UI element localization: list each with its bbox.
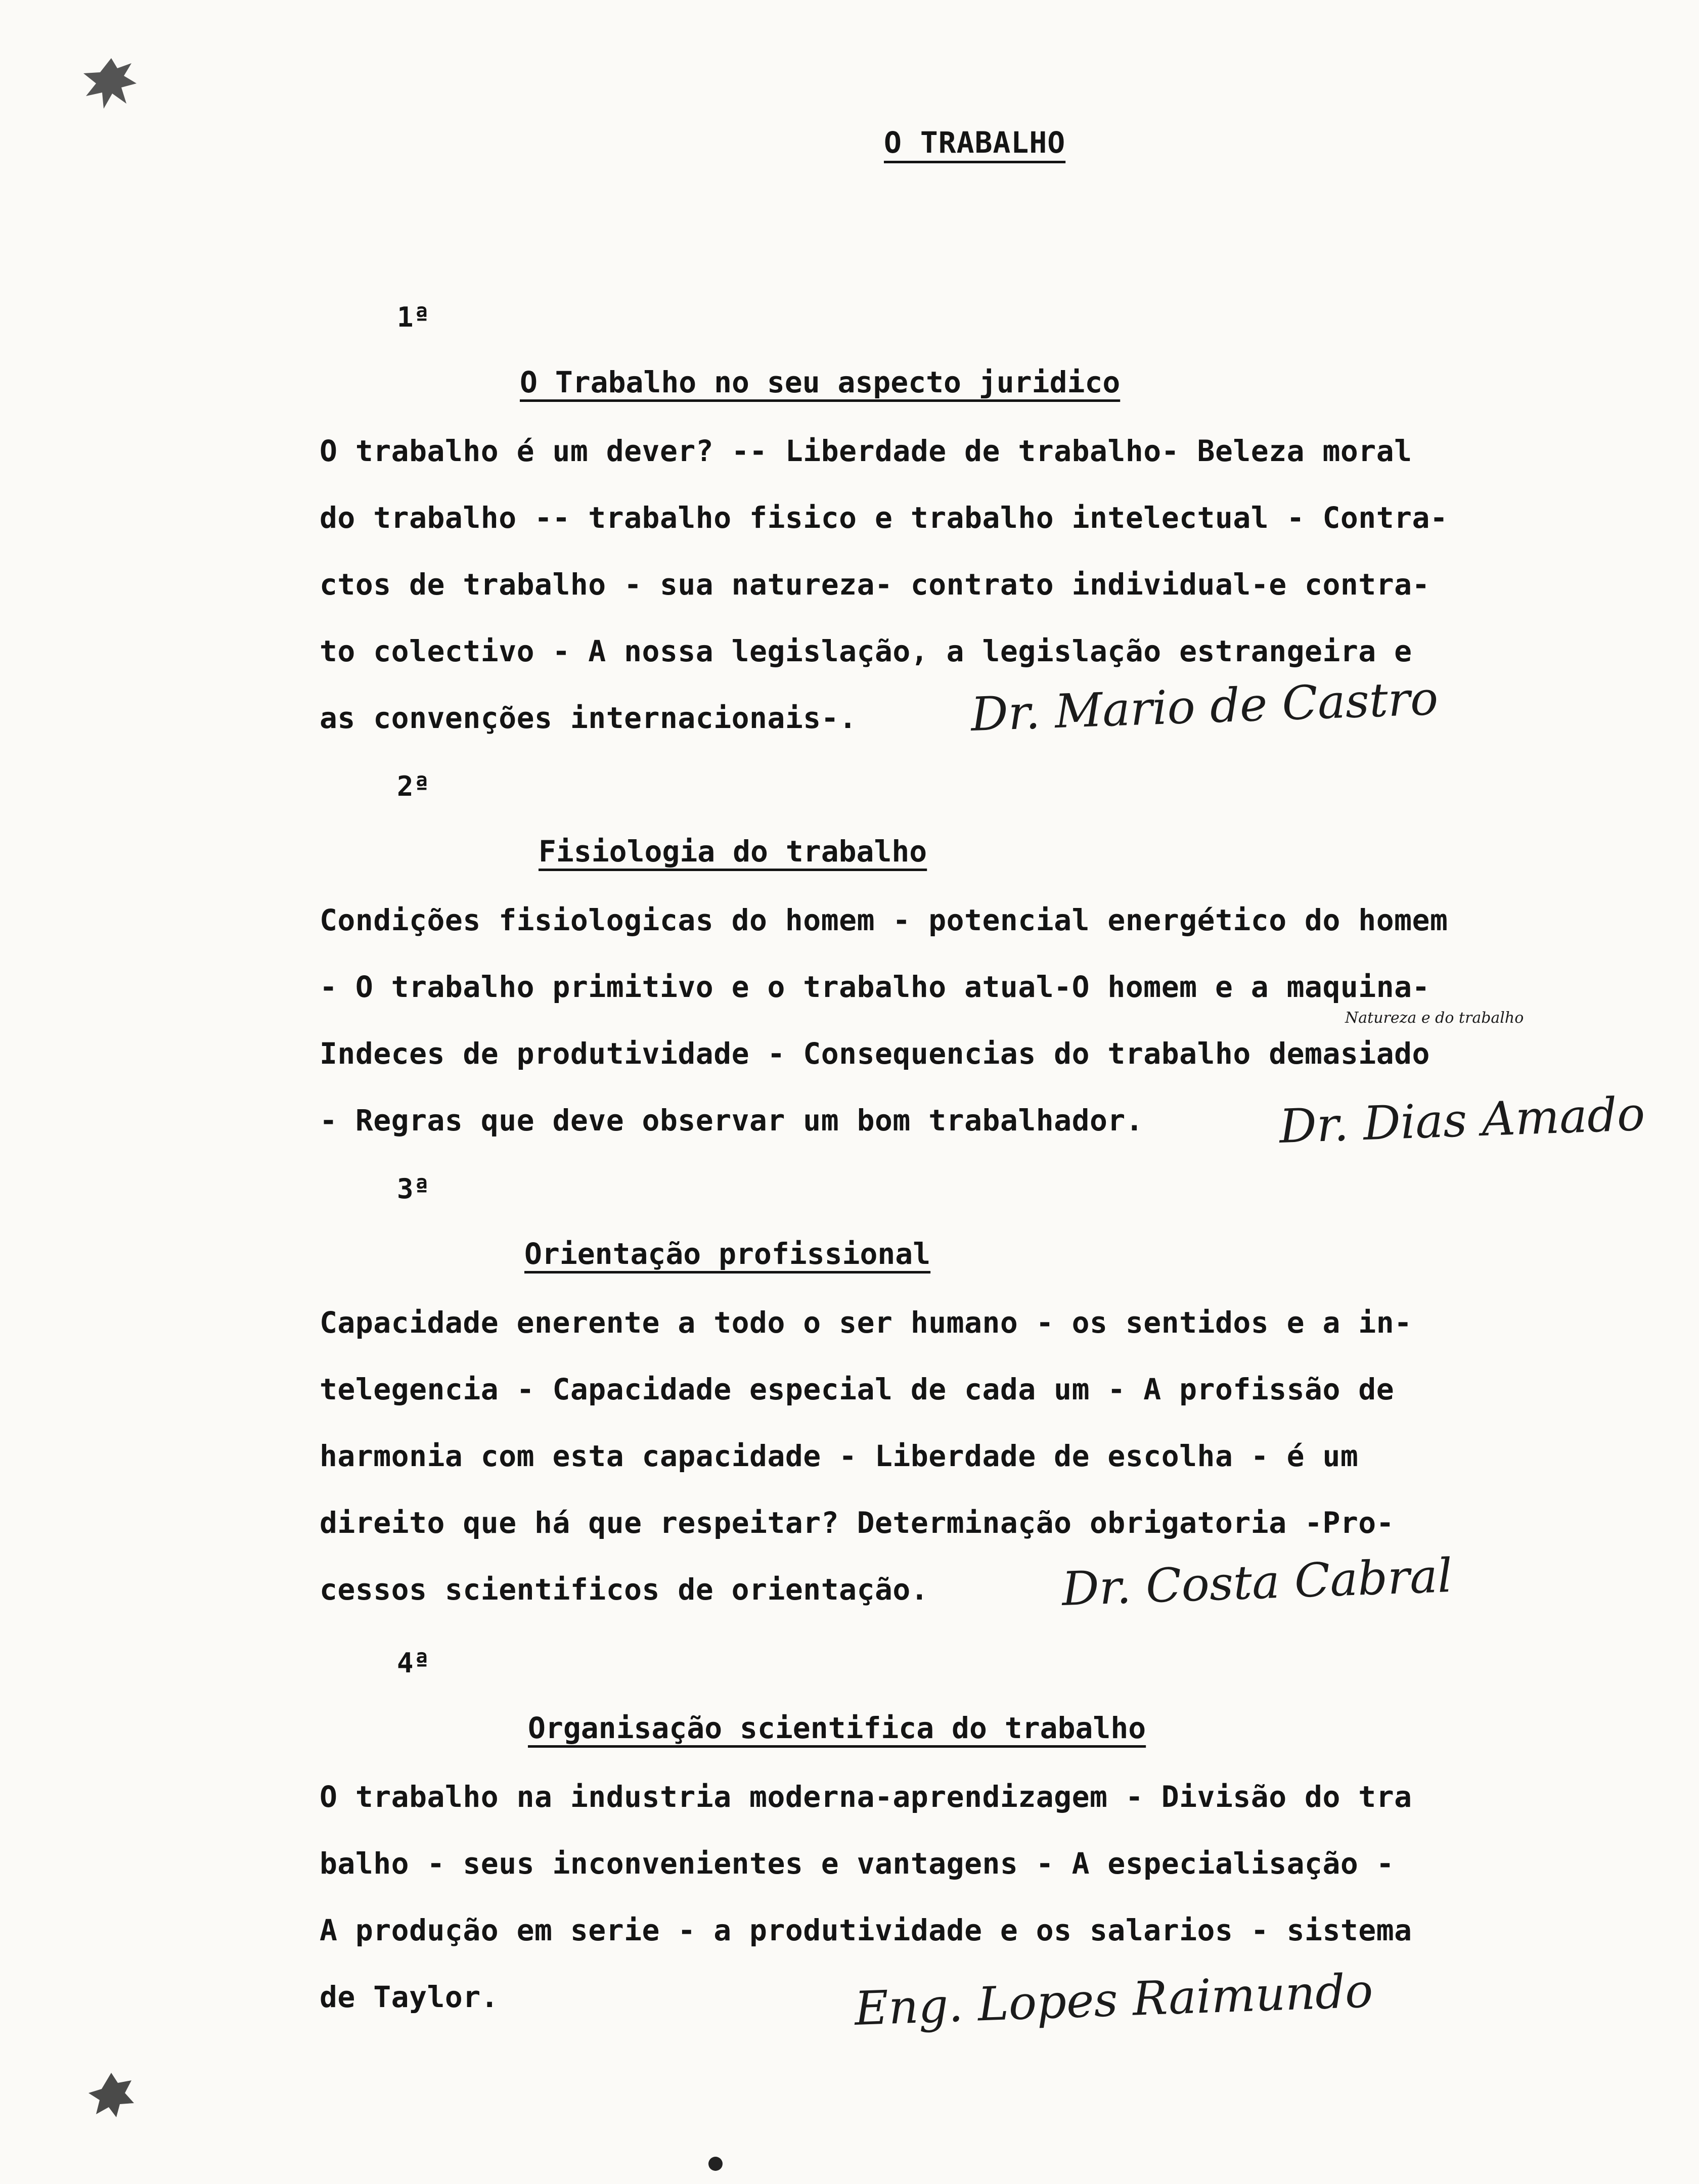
handwritten-insertion: Natureza e do trabalho: [1345, 1009, 1524, 1027]
body-line: - O trabalho primitivo e o trabalho atual-O homem e a maquina-: [320, 970, 1430, 1004]
section-heading: O Trabalho no seu aspecto juridico: [520, 365, 1121, 399]
body-line: as convenções internacionais-.: [320, 701, 857, 735]
section-number: 2ª: [397, 770, 430, 802]
body-line: to colectivo - A nossa legislação, a legislação estrangeira e: [320, 634, 1412, 668]
body-line: Condições fisiologicas do homem - potencial energético do homem: [320, 903, 1448, 937]
section-heading: Fisiologia do trabalho: [539, 834, 927, 869]
handwritten-signature: Dr. Dias Amado: [1278, 1086, 1646, 1154]
body-line: ctos de trabalho - sua natureza- contrato individual-e contra-: [320, 567, 1430, 602]
body-line: cessos scientificos de orientação.: [320, 1572, 929, 1607]
handwritten-signature: Dr. Mario de Castro: [970, 671, 1439, 742]
section-heading: Orientação profissional: [524, 1237, 931, 1271]
section-number: 1ª: [397, 301, 430, 333]
body-line: harmonia com esta capacidade - Liberdade de escolha - é um: [320, 1439, 1359, 1473]
ink-blot-top-left: [76, 48, 147, 124]
body-line: de Taylor.: [320, 1980, 499, 2014]
section-number: 4ª: [397, 1647, 430, 1679]
body-line: do trabalho -- trabalho fisico e trabalho intelectual - Contra-: [320, 500, 1448, 535]
section-number: 3ª: [397, 1173, 430, 1205]
body-line: direito que há que respeitar? Determinação obrigatoria -Pro-: [320, 1506, 1395, 1540]
body-line: balho - seus inconvenientes e vantagens - A especialisação -: [320, 1846, 1395, 1881]
body-line: Capacidade enerente a todo o ser humano - os sentidos e a in-: [320, 1305, 1412, 1340]
page-title: O TRABALHO: [884, 125, 1066, 160]
body-line: A produção em serie - a produtividade e os salarios - sistema: [320, 1913, 1412, 1947]
ink-mark-bottom-center: [700, 2154, 731, 2174]
body-line: O trabalho é um dever? -- Liberdade de trabalho- Beleza moral: [320, 434, 1412, 468]
body-line: - Regras que deve observar um bom trabalhador.: [320, 1103, 1144, 1138]
body-line: O trabalho na industria moderna-aprendizagem - Divisão do tra: [320, 1780, 1412, 1814]
body-line: Indeces de produtividade - Consequencias do trabalho demasiado: [320, 1036, 1430, 1071]
section-heading: Organisação scientifica do trabalho: [528, 1711, 1146, 1745]
body-line: telegencia - Capacidade especial de cada um - A profissão de: [320, 1372, 1395, 1406]
handwritten-signature: Dr. Costa Cabral: [1061, 1549, 1453, 1616]
handwritten-signature: Eng. Lopes Raimundo: [854, 1964, 1374, 2036]
ink-blot-bottom-left: [83, 2068, 139, 2123]
